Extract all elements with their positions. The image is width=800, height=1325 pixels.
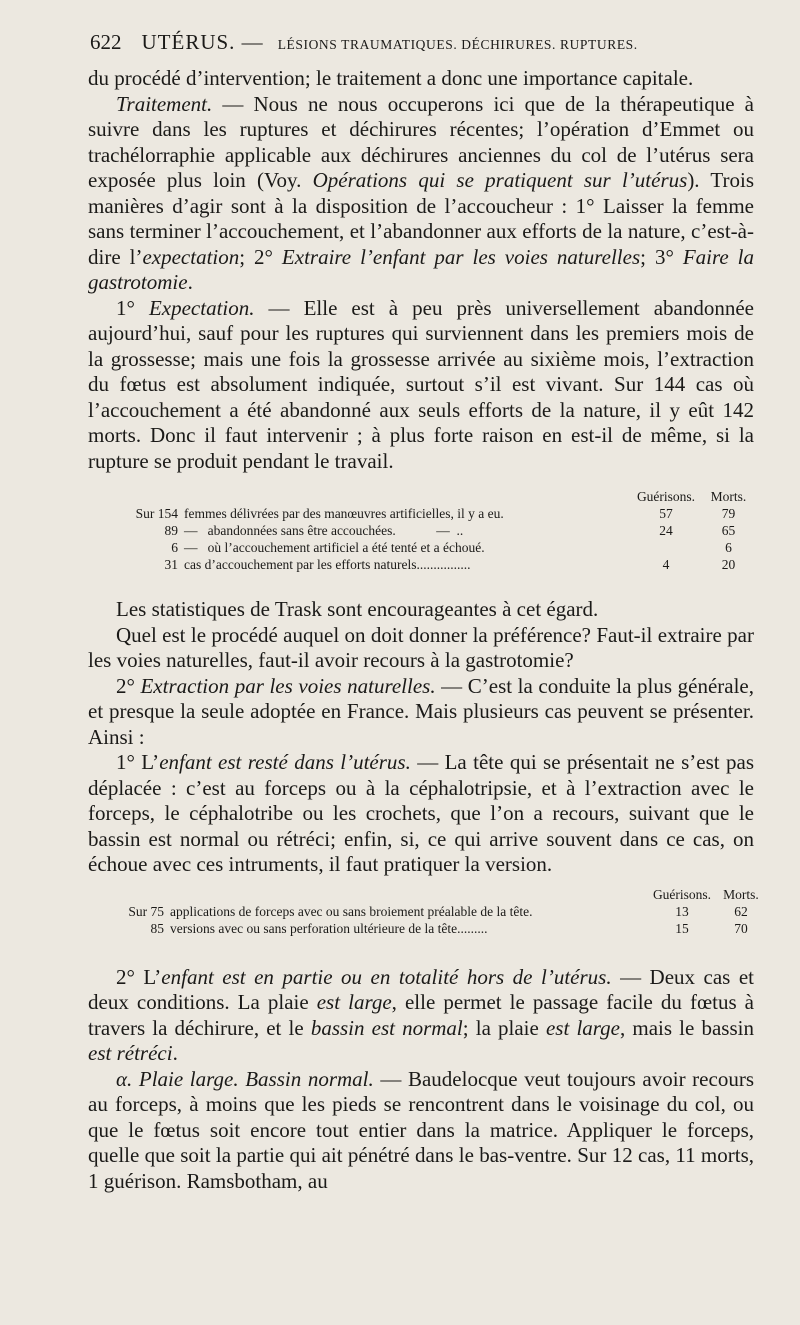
term-gastrotomie: Faire la gastrotomie [88,244,754,294]
paragraph-expectation [88,296,754,475]
page-number: 622 [90,30,122,54]
heading-expectation: Expectation. [148,295,255,320]
paragraph-extraction [88,674,754,751]
row-lead: 85 [150,920,164,936]
page-body [88,66,759,1194]
column-header-morts: Morts. [723,886,759,902]
header-title: UTÉRUS. — [141,30,264,54]
row-lead: 6 [171,540,178,555]
heading-plaie-large: α. Plaie large. Bassin normal. [116,1066,374,1091]
text: , elle permet le passage facile du fœtus à travers la déchirure, et le [88,990,755,1040]
row-label: femmes délivrées par des manœuvres artificielles, il y a eu. [184,506,504,521]
table-header [116,488,756,505]
text: ; 2° [239,244,282,269]
text: — C’est la conduite la plus générale, et presque la seule adoptée en France. Mais plusieurs cas peuvent se présenter. Ainsi : [88,673,754,749]
text: ; la plaie [462,1015,546,1040]
item-number: 1° L’ [116,750,160,774]
paragraph-enfant-hors [88,965,754,1067]
paragraph-trask: Les statistiques de Trask sont encourageantes à cet égard. [116,597,599,621]
heading-traitement: Traitement. [116,91,213,116]
row-label: — abandonnées sans être accouchées. — .. [184,523,464,538]
column-header-morts: Morts. [710,489,747,504]
text: — Deux cas et deux conditions. La plaie [88,964,754,1014]
text: — Baudelocque veut toujours avoir recours au forceps, à moins que les pieds se rencontrent dans le voisinage du col, ou que le fœtus soit encore tout entier dans la matrice. Appliquer le forceps, quelle que soit la partie qui ait pénétré dans le bas-ventre. Sur 12 cas, 11 morts, 1 guérison. Ramsbotham, au [88,1066,754,1193]
term: est rétréci [88,1041,173,1065]
term-expectation: expectation [142,244,240,269]
cell-guerisons: 4 [662,557,670,572]
table-row [116,539,756,556]
paragraph-enfant-uterus [88,750,754,878]
cell-morts: 6 [725,540,732,555]
text: ; 3° [640,244,683,269]
item-number: 1° [116,295,149,320]
cell-guerisons: 13 [675,903,689,919]
statistics-table-2 [106,886,766,937]
cell-morts: 65 [721,523,736,538]
text: . [172,1041,178,1065]
cell-guerisons [631,539,701,556]
text: — La tête qui se présentait ne s’est pas déplacée : c’est au forceps ou à la céphalotripsie, et à l’extraction avec le forceps, le céphalotribe ou les crochets, que l’on a recours, suivant que le bassin est normal ou rétréci; enfin, si, ce qui arrive souvent dans ce cas, on échoue avec ces intruments, il faut pratiquer la version. [88,750,754,876]
paragraph-plaie-large [88,1067,754,1195]
row-label: cas d’accouchement par les efforts naturels................ [184,557,471,572]
text: — Nous ne nous occuperons ici que de la thérapeutique à suivre dans les ruptures et déchirures récentes; l’opération d’Emmet ou trachélorraphie applicable aux déchirures anciennes du col de l’utérus sera exposée plus loin (Voy. [88,91,754,192]
text: . [187,270,193,294]
cell-guerisons: 24 [659,523,673,538]
term: bassin est normal [310,1015,463,1040]
row-lead: Sur 154 [135,506,178,521]
row-label: applications de forceps avec ou sans broiement préalable de la tête. [170,903,533,919]
running-header [90,30,770,55]
table-row [116,556,756,573]
heading-enfant-uterus: enfant est resté dans l’utérus. [159,750,411,774]
paragraph-traitement [88,92,754,296]
row-lead: Sur 75 [128,903,164,919]
term: est large [316,990,392,1014]
cell-morts: 62 [734,903,748,919]
item-number: 2° L’ [116,964,162,989]
cell-guerisons: 15 [675,920,689,936]
cell-morts: 79 [721,506,736,521]
paragraph-continued: du procédé d’intervention; le traitement a donc une importance capitale. [88,66,694,90]
statistics-table-1 [116,488,756,573]
text: — Elle est à peu près universellement abandonnée aujourd’hui, sauf pour les ruptures qui surviennent dans les premiers mois de la grossesse; mais une fois la grossesse arrivée au sixième mois, l’extraction du fœtus est absolument indiquée, surtout s’il est vivant. Sur 144 cas où l’accouchement a été abandonné aux seuls efforts de la nature, il y eût 142 morts. Donc il faut intervenir ; à plus forte raison en est-il de même, si la rupture se produit pendant le travail. [88,295,754,473]
table-header [106,886,766,903]
paragraph-question: Quel est le procédé auquel on doit donner la préférence? Faut-il extraire par les voies naturelles, faut-il avoir recours à la gastrotomie? [88,622,754,672]
table-row [116,505,756,522]
heading-enfant-hors: enfant est en partie ou en totalité hors de l’utérus. [161,964,612,989]
column-header-guerisons: Guérisons. [636,489,696,504]
text: , mais le bassin [620,1015,754,1040]
row-label: — où l’accouchement artificiel a été tenté et a échoué. [184,540,485,555]
cell-morts: 20 [721,557,736,572]
text: ). Trois manières d’agir sont à la disposition de l’accoucheur : 1° Laisser la femme sans terminer l’accouchement, et l’abandonner aux efforts de la nature, c’est-à-dire l’ [88,168,755,269]
table-row [116,522,756,539]
row-lead: 31 [164,557,178,572]
row-lead: 89 [164,523,178,538]
term-extraction: Extraire l’enfant par les voies naturelles [281,244,641,269]
row-label: versions avec ou sans perforation ultérieure de la tête......... [170,920,488,936]
cell-morts: 70 [734,920,748,936]
table-row [106,903,766,920]
column-header-guerisons: Guérisons. [652,886,712,902]
header-subtitle: LÉSIONS TRAUMATIQUES. DÉCHIRURES. RUPTURES. [277,37,638,52]
item-number: 2° [116,673,141,698]
term: est large [545,1015,620,1040]
cell-guerisons: 57 [659,506,673,521]
cross-reference: Opérations qui se pratiquent sur l’utérus [312,168,688,192]
table-row [106,920,766,937]
heading-extraction: Extraction par les voies naturelles. [140,673,436,698]
